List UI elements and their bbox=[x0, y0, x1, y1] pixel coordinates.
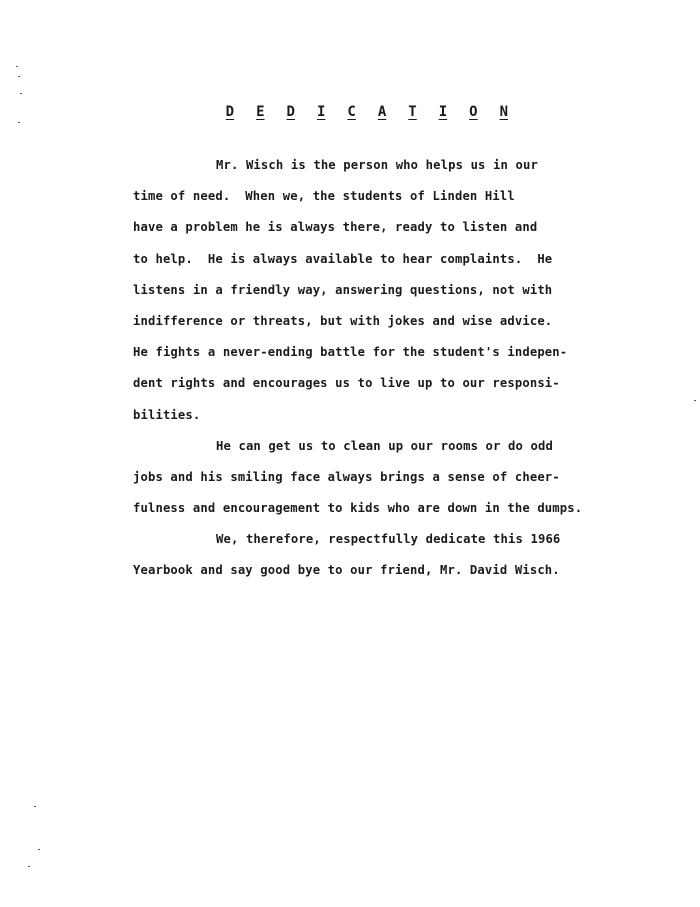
paragraph-line: We, therefore, respectfully dedicate this 1966 bbox=[216, 532, 561, 547]
paragraph-line: He can get us to clean up our rooms or do odd bbox=[216, 438, 553, 453]
paragraph-line: have a problem he is always there, ready to listen and bbox=[133, 220, 538, 235]
paragraph-line: bilities. bbox=[133, 407, 201, 422]
title-letter: I bbox=[438, 104, 448, 120]
paragraph-line: to help. He is always available to hear complaints. He bbox=[133, 251, 553, 266]
dedication-body bbox=[133, 150, 613, 587]
scan-speck bbox=[28, 866, 30, 867]
title-letter: T bbox=[408, 104, 417, 120]
title-letter: D bbox=[286, 104, 295, 120]
title-letter: I bbox=[316, 104, 326, 120]
scan-speck bbox=[20, 93, 22, 94]
paragraph-line: dent rights and encourages us to live up to our responsi- bbox=[133, 376, 560, 391]
dedication-title bbox=[0, 88, 700, 136]
paragraph-line: jobs and his smiling face always brings a sense of cheer- bbox=[133, 469, 560, 484]
paragraph-line: listens in a friendly way, answering questions, not with bbox=[133, 282, 553, 297]
scan-speck bbox=[18, 122, 20, 123]
scan-speck bbox=[38, 849, 40, 850]
paragraph-line: He fights a never-ending battle for the student's indepen- bbox=[133, 345, 568, 360]
paragraph-line: Mr. Wisch is the person who helps us in our bbox=[216, 158, 538, 172]
scan-speck bbox=[694, 400, 696, 401]
title-letter: N bbox=[499, 104, 509, 120]
title-letter: E bbox=[256, 104, 265, 120]
paragraph-line: indifference or threats, but with jokes and wise advice. bbox=[133, 313, 553, 328]
scan-speck bbox=[34, 806, 36, 807]
title-letter: O bbox=[469, 104, 478, 120]
title-letter: D bbox=[225, 104, 235, 120]
paragraph-line: Yearbook and say good bye to our friend, Mr. David Wisch. bbox=[133, 563, 560, 578]
paragraph-line: time of need. When we, the students of Linden Hill bbox=[133, 189, 515, 204]
title-letter: A bbox=[377, 104, 387, 120]
paragraph-line: fulness and encouragement to kids who are down in the dumps. bbox=[133, 501, 583, 516]
scan-speck bbox=[16, 66, 18, 67]
title-letter: C bbox=[347, 104, 356, 120]
scan-speck bbox=[18, 76, 20, 77]
